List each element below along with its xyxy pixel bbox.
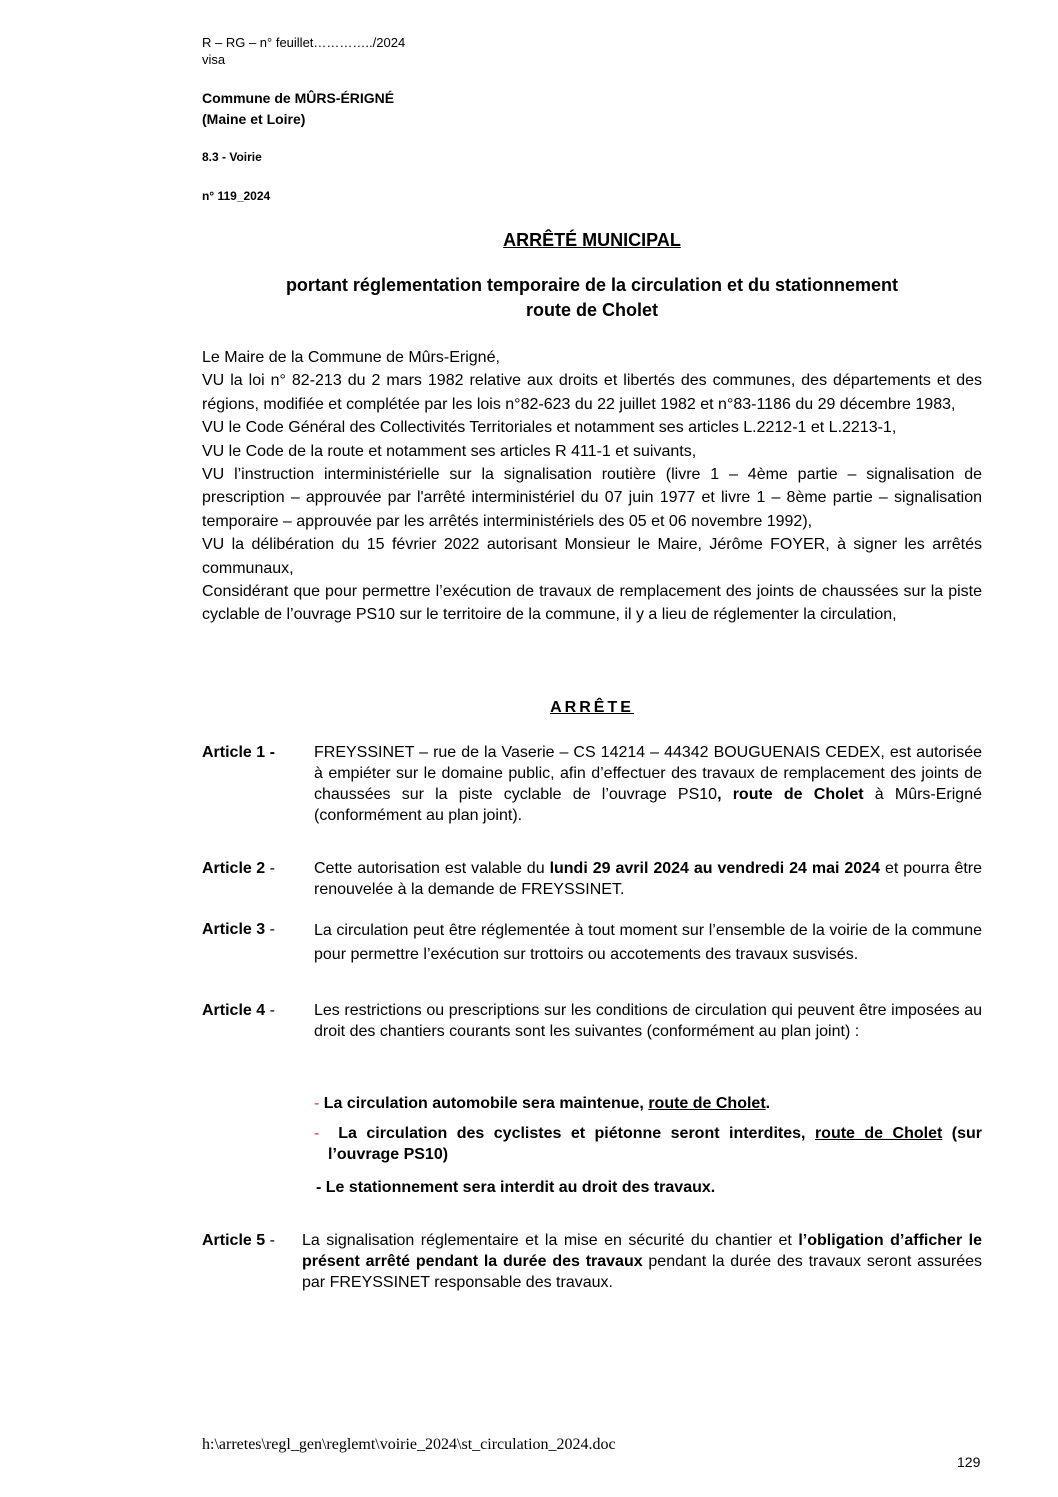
subtitle-line-1: portant réglementation temporaire de la circulation et du stationnement — [285, 275, 899, 295]
preamble-line: VU le Code Général des Collectivités Territoriales et notamment ses articles L.2212-1 et L.2213-1, — [202, 419, 897, 437]
article-4-bullet-2: - La circulation des cyclistes et piétonne seront interdites, route de Cholet (sur l’ouvrage PS10) — [314, 1125, 982, 1163]
preamble-line: VU le Code de la route et notamment ses articles R 411-1 et suivants, — [202, 442, 697, 460]
preamble-line: Considérant que pour permettre l’exécution de travaux de remplacement des joints de chaussées sur la piste cyclable de l’ouvrage PS10 sur le territoire de la commune, il y a lieu de réglementer la circulation, — [202, 583, 982, 624]
article-3-text: La circulation peut être réglementée à tout moment sur l’ensemble de la voirie de la commune pour permettre l’exécution sur trottoirs ou accotements des travaux susvisés. — [314, 922, 982, 963]
article-4-bullet-3: - Le stationnement sera interdit au droit des travaux. — [316, 1179, 716, 1196]
preamble — [202, 346, 982, 627]
visa-label: visa — [202, 52, 226, 67]
arrete-number: n° 119_2024 — [202, 189, 271, 203]
article-4-label: Article 4 - — [202, 1002, 275, 1019]
page-number: 129 — [957, 1454, 981, 1470]
article-4-text: Les restrictions ou prescriptions sur les conditions de circulation qui peuvent être imposées au droit des chantiers courants sont les suivantes (conformément au plan joint) : — [314, 1002, 982, 1040]
article-2-text: Cette autorisation est valable du lundi 29 avril 2024 au vendredi 24 mai 2024 et pourra être renouvelée à la demande de FREYSSINET. — [314, 860, 983, 898]
reference-line: R – RG – n° feuillet…………../2024 — [202, 35, 406, 50]
preamble-line: VU l’instruction interministérielle sur la signalisation routière (livre 1 – 4ème partie – signalisation de prescription – approuvée par l'arrêté interministériel du 07 juin 1977 et livre 1 – 8ème partie – signalisation temporaire – approuvée par les arrêtés interministériels des 05 et 06 novembre 1992), — [202, 466, 982, 530]
document-subtitle — [200, 273, 984, 323]
article-1-label: Article 1 - — [202, 744, 275, 761]
subtitle-line-2: route de Cholet — [525, 300, 658, 320]
article-3-label: Article 3 - — [202, 921, 275, 938]
article-2-label: Article 2 - — [202, 860, 275, 877]
file-path: h:\arretes\regl_gen\reglemt\voirie_2024\st_circulation_2024.doc — [202, 1436, 616, 1453]
section-label: 8.3 - Voirie — [202, 150, 262, 164]
document-title: ARRÊTÉ MUNICIPAL — [503, 230, 681, 250]
arrete-heading: ARRÊTE — [550, 699, 634, 716]
article-5-label: Article 5 - — [202, 1232, 275, 1249]
preamble-line: VU la loi n° 82-213 du 2 mars 1982 relative aux droits et libertés des communes, des départements et des régions, modifiée et complétée par les lois n°82-623 du 22 juillet 1982 et n°83-1186 du 29 décembre 1983, — [202, 372, 982, 413]
preamble-line: Le Maire de la Commune de Mûrs-Erigné, — [202, 349, 500, 366]
article-1-text: FREYSSINET – rue de la Vaserie – CS 14214 – 44342 BOUGUENAIS CEDEX, est autorisée à empiéter sur le domaine public, afin d’effectuer des travaux de remplacement des joints de chaussées sur la piste cyclable de l’ouvrage PS10, route de Cholet à Mûrs-Erigné (conformément au plan joint). — [314, 744, 982, 824]
article-5-text: La signalisation réglementaire et la mise en sécurité du chantier et l’obligation d’afficher le présent arrêté pendant la durée des travaux pendant la durée des travaux seront assurées par FREYSSINET responsable des travaux. — [302, 1232, 982, 1291]
commune-department: (Maine et Loire) — [202, 111, 306, 127]
article-4-bullet-1: - La circulation automobile sera maintenue, route de Cholet. — [314, 1095, 771, 1112]
preamble-line: VU la délibération du 15 février 2022 autorisant Monsieur le Maire, Jérôme FOYER, à signer les arrêtés communaux, — [202, 536, 982, 577]
commune-name: Commune de MÛRS-ÉRIGNÉ — [202, 90, 395, 106]
